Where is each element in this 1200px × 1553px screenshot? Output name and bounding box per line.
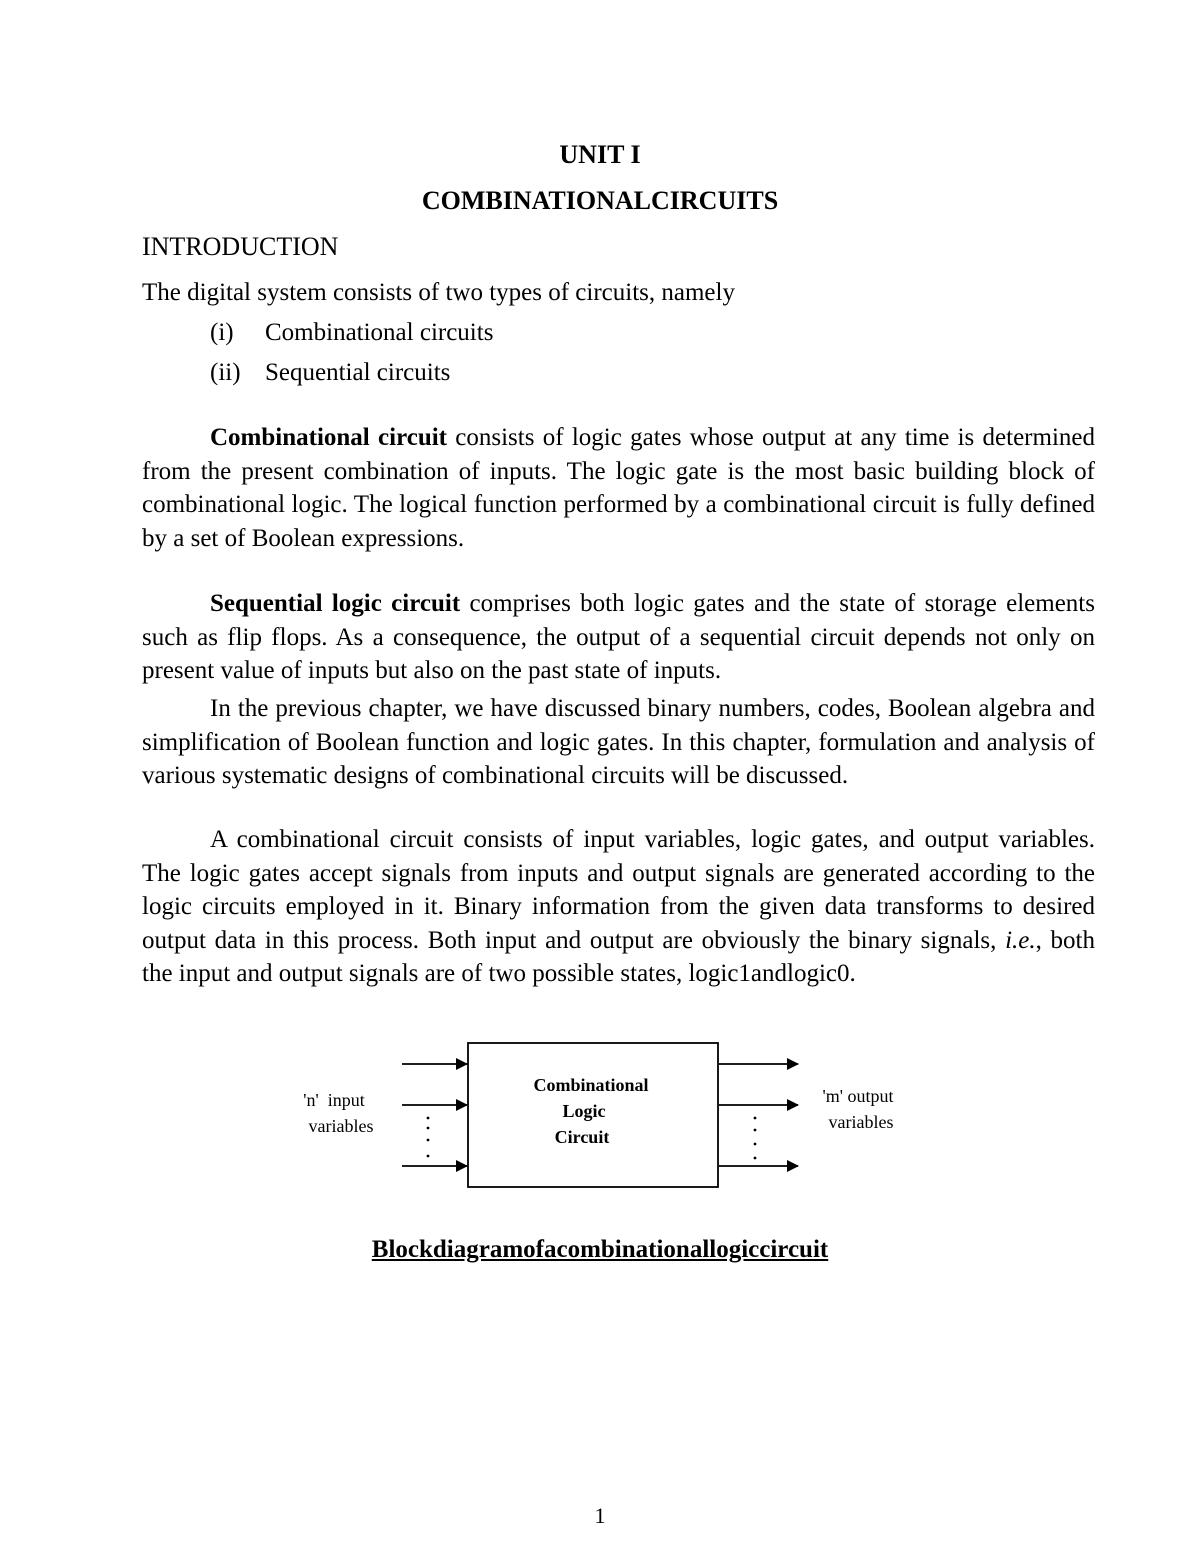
term-sequential-logic-circuit: Sequential logic circuit (210, 590, 461, 617)
block-label-line3: Circuit (554, 1127, 610, 1147)
intro-sentence: The digital system consists of two types of circuits, namely (142, 279, 735, 306)
term-combinational-circuit: Combinational circuit (210, 424, 447, 451)
output-ellipsis (754, 1117, 757, 1160)
input-ellipsis (427, 1117, 430, 1158)
unit-title: UNIT I (559, 140, 641, 169)
paragraph-combinational (142, 421, 1095, 555)
paragraph-text: In the previous chapter, we have discussed binary numbers, codes, Boolean algebra and simplification of Boolean function and logic gates. In this chapter, formulation and analysis of various systematic designs of combinational circuits will be discussed. (142, 695, 1095, 789)
paragraph-text: , both the input and output signals are of two possible states, logic1andlogic0. (142, 926, 1095, 987)
block-label-line2: Logic (562, 1101, 606, 1121)
list-text: Combinational circuits (265, 319, 494, 346)
block-label-line1: Combinational (533, 1075, 649, 1095)
output-label-line2: variables (828, 1112, 894, 1132)
italic-ie: i.e. (1005, 926, 1036, 954)
block-diagram (0, 1030, 1200, 1210)
input-label-line2: variables (308, 1116, 374, 1136)
input-label-line1: 'n' input (303, 1090, 365, 1110)
paragraph-combinational-detail (142, 823, 1095, 991)
section-heading: INTRODUCTION (142, 232, 339, 261)
list-text: Sequential circuits (265, 359, 451, 386)
list-number: (ii) (210, 359, 241, 386)
figure-caption: Blockdiagramofacombinationallogiccircuit (371, 1236, 829, 1263)
page-number: 1 (594, 1503, 606, 1528)
paragraph-text: A combinational circuit consists of input variables, logic gates, and output variables. The logic gates accept signals from inputs and output signals are generated according to the logic circuits employed in it. Binary information from the given data transforms to desired output data in this process. Both input and output are obviously the binary signals, (142, 826, 1095, 954)
paragraph-text: consists of logic gates whose output at any time is determined from the present combination of inputs. The logic gate is the most basic building block of combinational logic. The logical function performed by a combinational circuit is fully defined by a set of Boolean expressions. (142, 424, 1095, 552)
list-number: (i) (210, 319, 234, 346)
chapter-title: COMBINATIONALCIRCUITS (421, 186, 779, 215)
output-label-line1: 'm' output (822, 1086, 894, 1106)
paragraph-text: comprises both logic gates and the state of storage elements such as flip flops. As a consequence, the output of a sequential circuit depends not only on present value of inputs but also on the past state of inputs. (142, 590, 1095, 684)
list-item-combinational (210, 319, 493, 347)
paragraph-sequential (142, 587, 1095, 688)
list-item-sequential (210, 359, 450, 387)
paragraph-previous-chapter (142, 692, 1095, 793)
